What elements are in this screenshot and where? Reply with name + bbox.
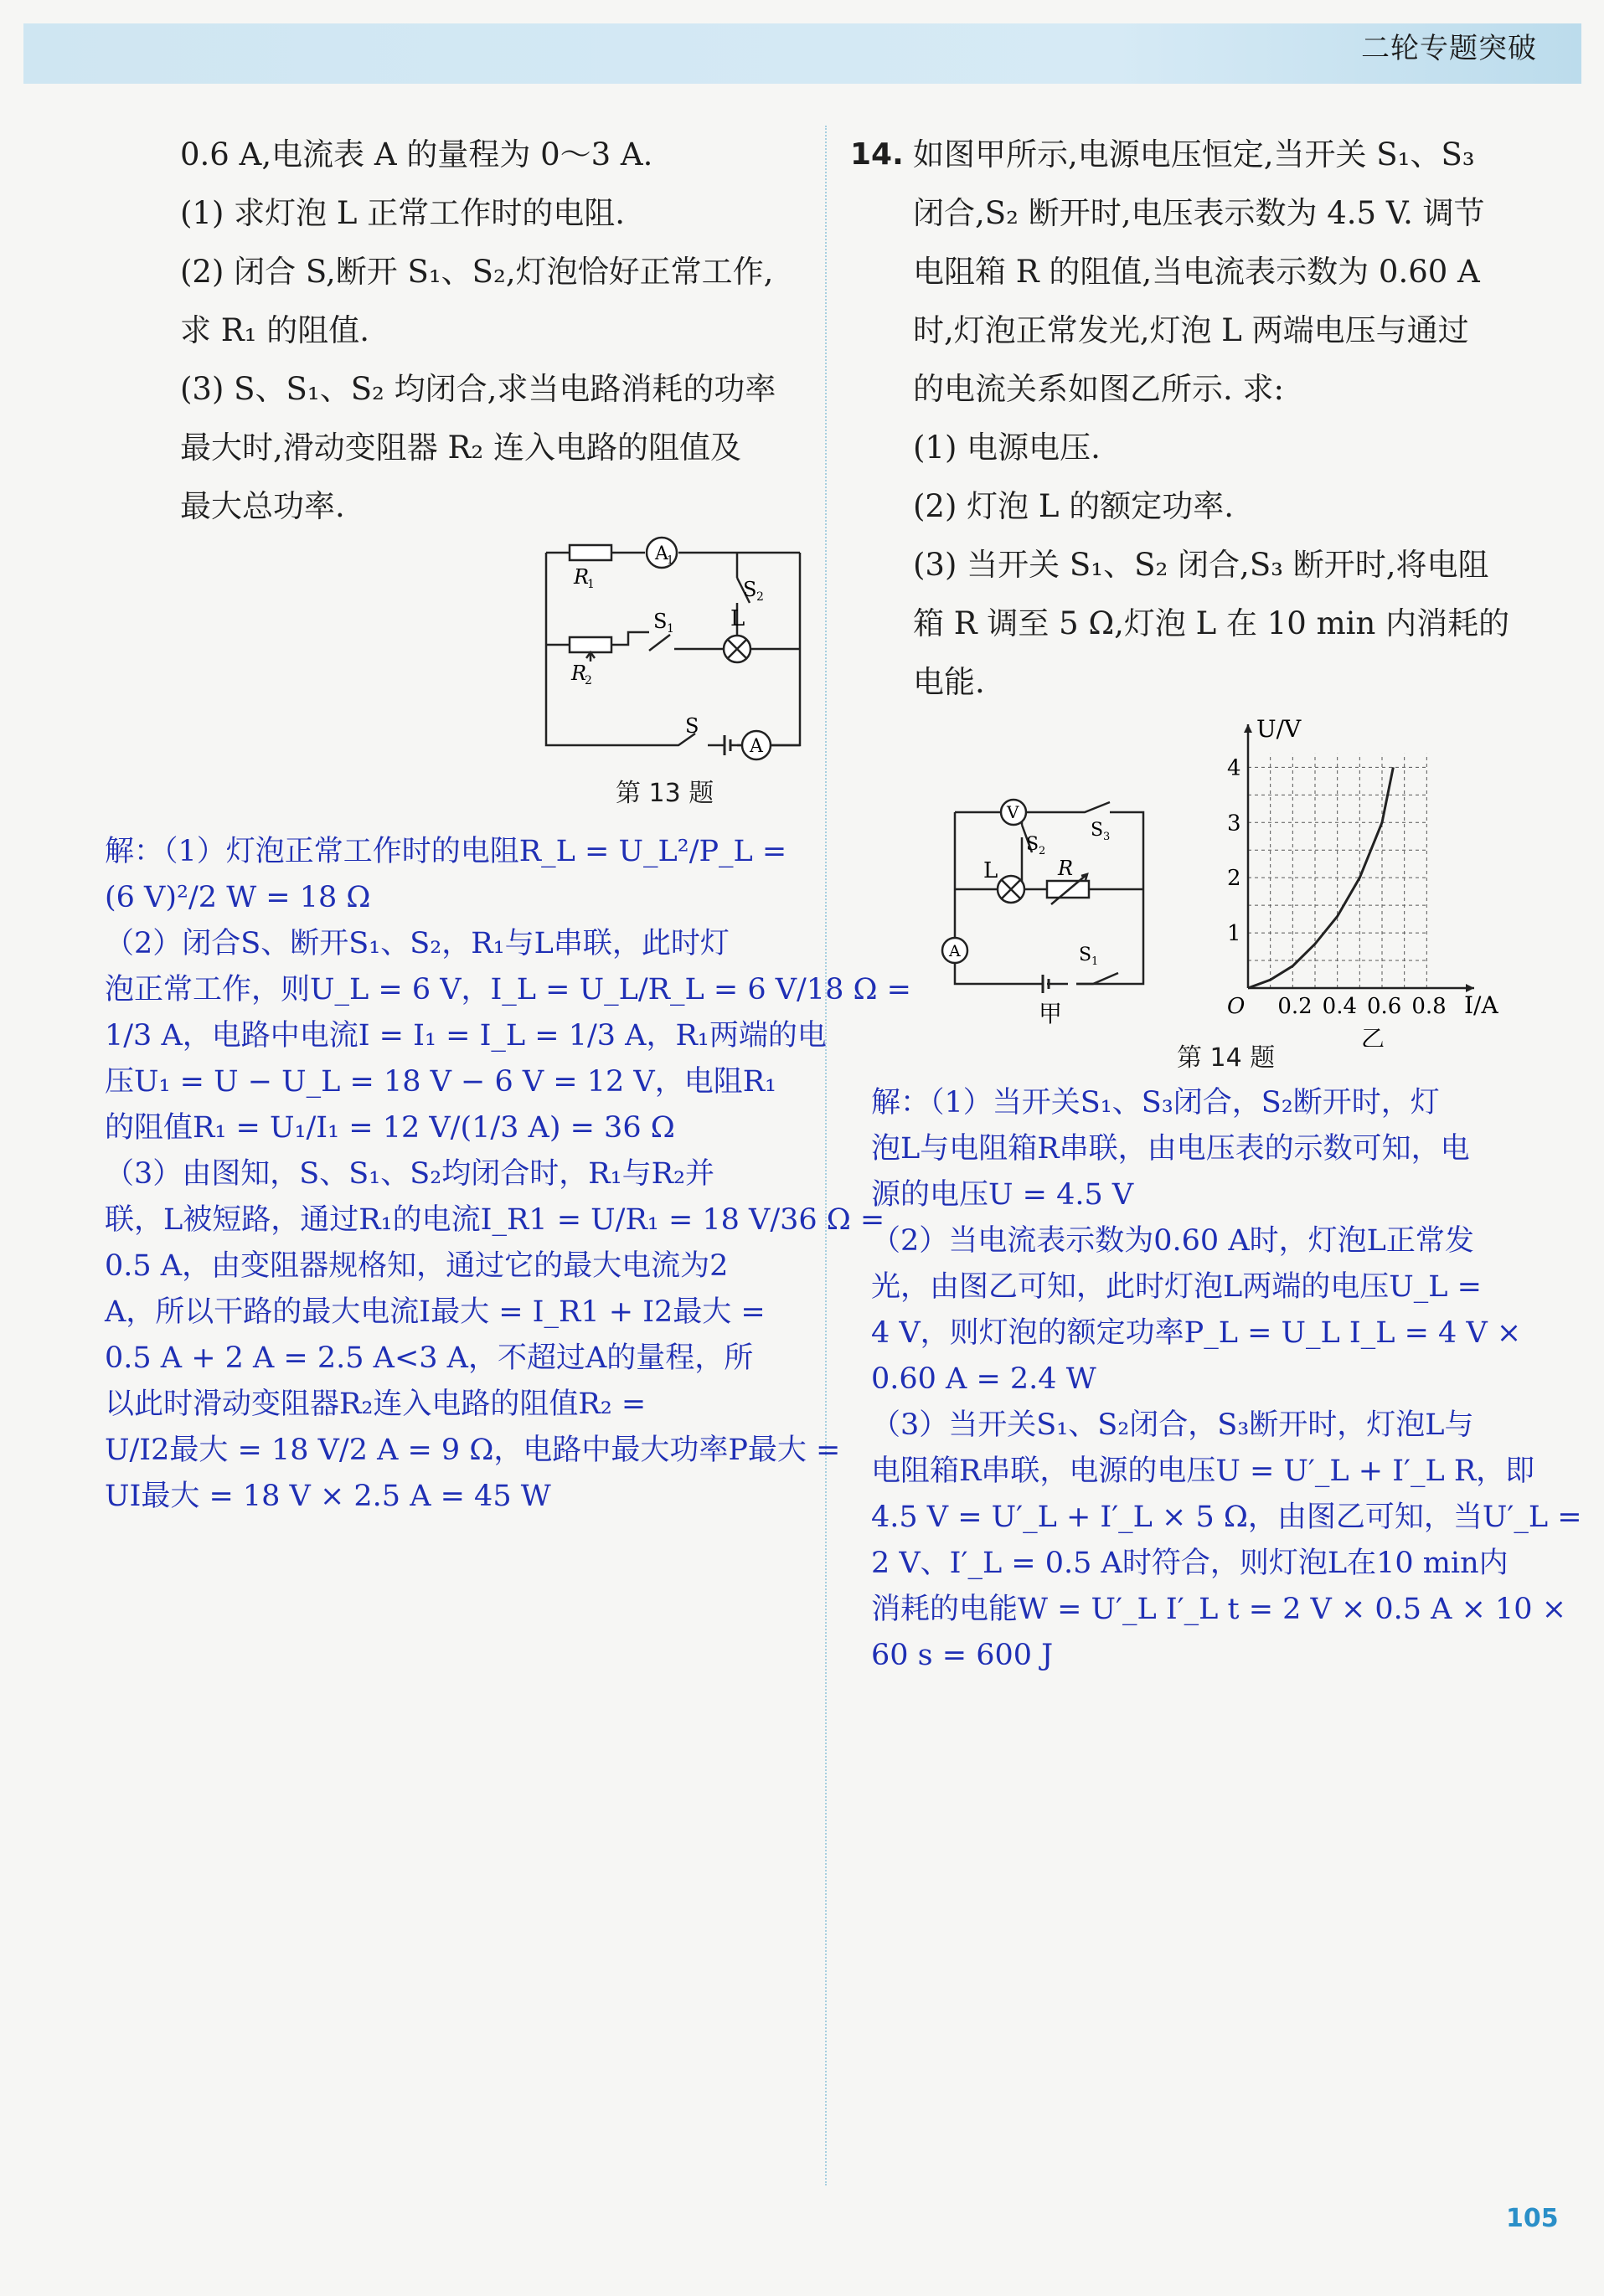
- chart-x-tick-label: 0.8: [1411, 994, 1447, 1019]
- q13-solution-line: U/I2最大 = 18 V/2 A = 9 Ω，电路中最大功率P最大 =: [105, 1434, 841, 1467]
- q14-number: 14.: [850, 137, 904, 172]
- q13-line: 求 R₁ 的阻值.: [180, 312, 369, 348]
- chart-y-tick-label: 3: [1227, 811, 1241, 837]
- page-number: 105: [1506, 2204, 1559, 2233]
- q13-s2-label: S: [743, 578, 757, 601]
- q14-solution-line: 解：（1）当开关S₁、S₃闭合，S₂断开时，灯: [871, 1086, 1440, 1120]
- q14-solution-line: （2）当电流表示数为0.60 A时，灯泡L正常发: [871, 1224, 1474, 1258]
- q13-solution-line: (6 V)²/2 W = 18 Ω: [105, 881, 371, 914]
- q14-line: (1) 电源电压.: [913, 430, 1101, 466]
- q14-solution: [871, 1080, 1582, 1679]
- q14-ui-chart: [1198, 712, 1533, 1047]
- q13-lamp-label: L: [730, 606, 745, 631]
- q14-lamp-label: L: [983, 858, 998, 883]
- q14-s1-label: S: [1079, 945, 1092, 965]
- q13-line: 0.6 A,电流表 A 的量程为 0～3 A.: [180, 136, 653, 172]
- q14-caption: 第 14 题: [1177, 1043, 1276, 1073]
- q14-solution-line: 光，由图乙可知，此时灯泡L两端的电压U_L =: [871, 1270, 1482, 1304]
- q13-r1-sub: 1: [587, 578, 595, 591]
- q13-a-label: A: [750, 736, 763, 757]
- chart-x-label: I/A: [1464, 991, 1498, 1019]
- q13-a1-label: A: [655, 543, 668, 564]
- q14-solution-line: （3）当开关S₁、S₂闭合，S₃断开时，灯泡L与: [871, 1408, 1474, 1442]
- q13-line: (3) S、S₁、S₂ 均闭合,求当电路消耗的功率: [180, 371, 776, 407]
- chart-subcaption: 乙: [1361, 1025, 1385, 1047]
- q14-a-label: A: [949, 942, 961, 960]
- q13-s2-sub: 2: [756, 590, 764, 604]
- chart-y-tick-label: 2: [1227, 866, 1241, 892]
- q14-circuit-diagram: [930, 787, 1156, 1038]
- q13-solution-line: （2）闭合S、断开S₁、S₂，R₁与L串联，此时灯: [105, 927, 730, 960]
- q14-line: 电能.: [913, 664, 985, 700]
- q14-s1-sub: 1: [1091, 955, 1099, 968]
- q14-solution-line: 泡L与电阻箱R串联，由电压表的示数可知，电: [871, 1132, 1470, 1166]
- q14-line: (3) 当开关 S₁、S₂ 闭合,S₃ 断开时,将电阻: [913, 547, 1489, 583]
- q13-solution-line: 0.5 A，由变阻器规格知，通过它的最大电流为2: [105, 1249, 729, 1283]
- q13-solution-line: 解：（1）灯泡正常工作时的电阻R_L = U_L²/P_L =: [105, 835, 787, 868]
- q14-solution-line: 0.60 A = 2.4 W: [871, 1362, 1096, 1396]
- q14-line: 时,灯泡正常发光,灯泡 L 两端电压与通过: [913, 312, 1469, 348]
- chart-y-tick-label: 1: [1227, 921, 1241, 947]
- q13-s-label: S: [685, 714, 699, 738]
- q14-solution-line: 源的电压U = 4.5 V: [871, 1178, 1134, 1212]
- q14-text: [913, 126, 1604, 712]
- q14-s2-sub: 2: [1039, 845, 1046, 857]
- q13-r1-label: R: [574, 565, 590, 589]
- chart-x-tick-label: 0.4: [1322, 994, 1358, 1019]
- q13-solution-line: （3）由图知，S、S₁、S₂均闭合时，R₁与R₂并: [105, 1157, 715, 1191]
- q14-circuit-subcaption: 甲: [1039, 1000, 1063, 1027]
- q13-solution: [105, 829, 911, 1520]
- q13-solution-line: 以此时滑动变阻器R₂连入电路的阻值R₂ =: [105, 1387, 647, 1421]
- q14-line: 如图甲所示,电源电压恒定,当开关 S₁、S₃: [913, 136, 1475, 172]
- chart-y-label: U/V: [1256, 715, 1302, 743]
- q14-s3-label: S: [1091, 820, 1104, 841]
- chart-y-tick-label: 4: [1227, 755, 1241, 781]
- q13-line: (1) 求灯泡 L 正常工作时的电阻.: [180, 195, 626, 231]
- q14-s3-sub: 3: [1103, 831, 1111, 843]
- chart-x-tick-label: 0.6: [1367, 994, 1402, 1019]
- q13-text: [180, 126, 808, 536]
- q13-r2-label: R: [571, 662, 587, 685]
- q13-solution-line: 压U₁ = U − U_L = 18 V − 6 V = 12 V，电阻R₁: [105, 1065, 777, 1099]
- q13-circuit-diagram: [536, 536, 821, 762]
- chart-y-arrow: [1244, 724, 1252, 733]
- q14-solution-line: 4.5 V = U′_L + I′_L × 5 Ω，由图乙可知，当U′_L =: [871, 1501, 1582, 1534]
- q13-solution-line: A，所以干路的最大电流I最大 = I_R1 + I2最大 =: [105, 1295, 766, 1329]
- q13-solution-line: 1/3 A，电路中电流I = I₁ = I_L = 1/3 A，R₁两端的电: [105, 1019, 827, 1053]
- q13-solution-line: 0.5 A + 2 A = 2.5 A<3 A，不超过A的量程，所: [105, 1341, 754, 1375]
- header-band: [23, 23, 1581, 84]
- q14-solution-line: 4 V，则灯泡的额定功率P_L = U_L I_L = 4 V ×: [871, 1316, 1522, 1350]
- q14-solution-line: 2 V、I′_L = 0.5 A时符合，则灯泡L在10 min内: [871, 1547, 1509, 1580]
- q14-solution-line: 60 s = 600 J: [871, 1639, 1054, 1672]
- q13-solution-line: UI最大 = 18 V × 2.5 A = 45 W: [105, 1480, 551, 1513]
- q13-caption: 第 13 题: [616, 779, 714, 808]
- q13-solution-line: 联，L被短路，通过R₁的电流I_R1 = U/R₁ = 18 V/36 Ω =: [105, 1203, 885, 1237]
- q14-r-label: R: [1058, 857, 1074, 880]
- q13-r2-sub: 2: [585, 674, 592, 687]
- q14-line: 电阻箱 R 的阻值,当电流表示数为 0.60 A: [913, 254, 1480, 290]
- q14-line: (2) 灯泡 L 的额定功率.: [913, 488, 1235, 524]
- q14-line: 的电流关系如图乙所示. 求:: [913, 371, 1284, 407]
- q14-solution-line: 电阻箱R串联，电源的电压U = U′_L + I′_L R，即: [871, 1454, 1535, 1488]
- q13-s1-label: S: [653, 610, 668, 633]
- column-divider: [825, 126, 827, 2185]
- q13-line: 最大总功率.: [180, 488, 345, 524]
- q14-line: 箱 R 调至 5 Ω,灯泡 L 在 10 min 内消耗的: [913, 605, 1510, 641]
- q13-a1-sub: 1: [667, 554, 674, 567]
- q14-line: 闭合,S₂ 断开时,电压表示数为 4.5 V. 调节: [913, 195, 1485, 231]
- chart-origin-label: O: [1227, 994, 1246, 1019]
- header-title: 二轮专题突破: [1361, 32, 1537, 65]
- q14-s2-label: S: [1026, 834, 1039, 855]
- q13-solution-line: 的阻值R₁ = U₁/I₁ = 12 V/(1/3 A) = 36 Ω: [105, 1111, 675, 1145]
- q14-solution-line: 消耗的电能W = U′_L I′_L t = 2 V × 0.5 A × 10 ×: [871, 1593, 1567, 1626]
- chart-x-tick-label: 0.2: [1277, 994, 1313, 1019]
- q14-v-label: V: [1007, 802, 1019, 822]
- q13-solution-line: 泡正常工作，则U_L = 6 V，I_L = U_L/R_L = 6 V/18 Ω =: [105, 973, 911, 1006]
- q13-line: (2) 闭合 S,断开 S₁、S₂,灯泡恰好正常工作,: [180, 254, 774, 290]
- q13-s1-sub: 1: [667, 622, 674, 636]
- q13-line: 最大时,滑动变阻器 R₂ 连入电路的阻值及: [180, 430, 741, 466]
